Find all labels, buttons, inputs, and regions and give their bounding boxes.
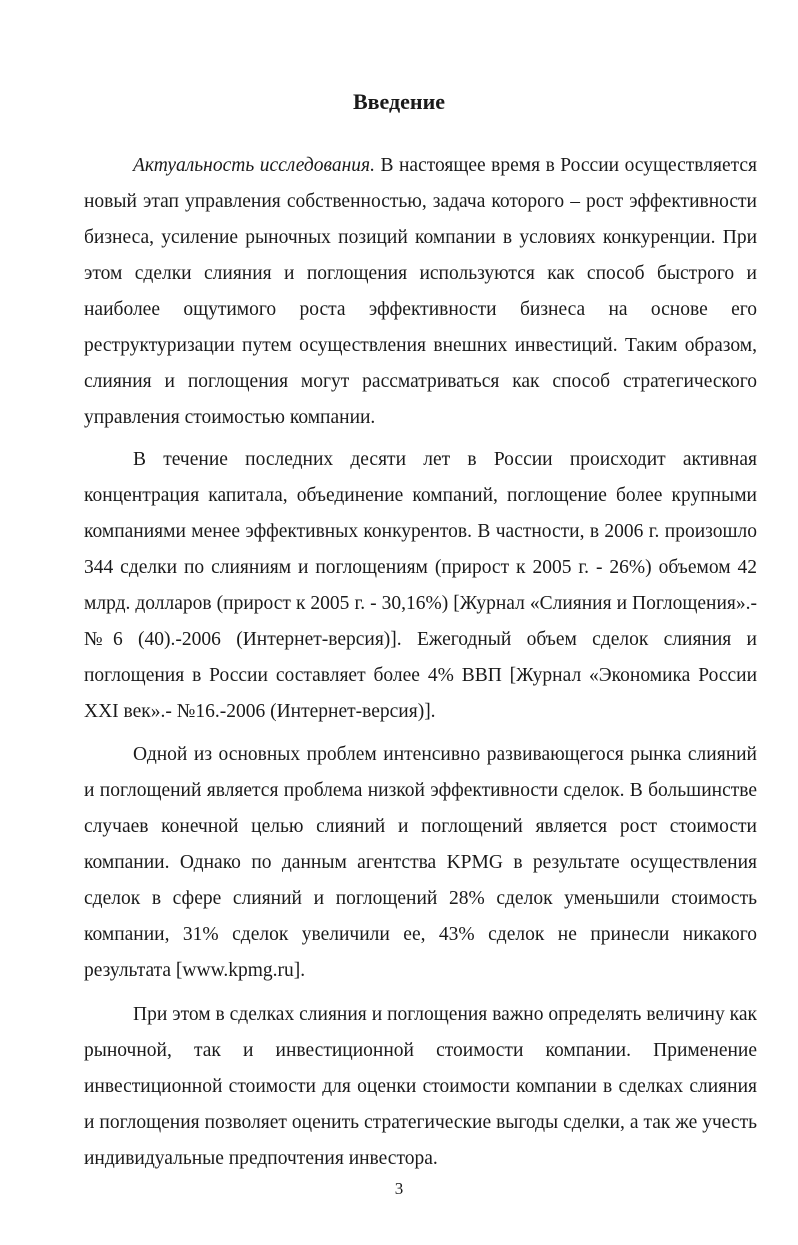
paragraph-efficiency-problem: Одной из основных проблем интенсивно развивающегося рынка слияний и поглощений является проблема низкой эффективности сделок. В большинстве случаев конечной целью слияний и поглощений является рост стоимости компании. Однако по данным агентства KPMG в результате осуществления сделок в сфере слияний и поглощений 28% сделок уменьшили стоимость компании, 31% сделок увеличили ее, 43% сделок не принесли никакого результата [www.kpmg.ru].	[84, 744, 757, 981]
paragraph-text: В настоящее время в России осуществляется новый этап управления собственностью, задача которого – рост эффективности бизнеса, усиление рыночных позиций компании в условиях конкуренции. При этом сделки слияния и поглощения используются как способ быстрого и наиболее ощутимого роста эффективности бизнеса на основе его реструктуризации путем осуществления внешних инвестиций. Таким образом, слияния и поглощения могут рассматриваться как способ стратегического управления стоимостью компании.	[84, 155, 757, 428]
paragraph-lead: Актуальность исследования.	[133, 155, 375, 176]
paragraph-relevance	[84, 148, 757, 436]
paragraph-capital-concentration: В течение последних десяти лет в России происходит активная концентрация капитала, объединение компаний, поглощение более крупными компаниями менее эффективных конкурентов. В частности, в 2006 г. произошло 344 сделки по слияниям и поглощениям (прирост к 2005 г. - 26%) объемом 42 млрд. долларов (прирост к 2005 г. - 30,16%) [Журнал «Слияния и Поглощения».-№6 (40).-2006 (Интернет-версия)]. Ежегодный объем сделок слияния и поглощения в России составляет более 4% ВВП [Журнал «Экономика России XXI век».- №16.-2006 (Интернет-версия)].	[84, 449, 757, 722]
paragraph-investment-value: При этом в сделках слияния и поглощения важно определять величину как рыночной, так и инвестиционной стоимости компании. Применение инвестиционной стоимости для оценки стоимости компании в сделках слияния и поглощения позволяет оценить стратегические выгоды сделки, а так же учесть индивидуальные предпочтения инвестора.	[84, 1004, 757, 1169]
body-text	[84, 148, 757, 1177]
page-title: Введение	[352, 89, 446, 114]
page-number: 3	[394, 1179, 404, 1198]
